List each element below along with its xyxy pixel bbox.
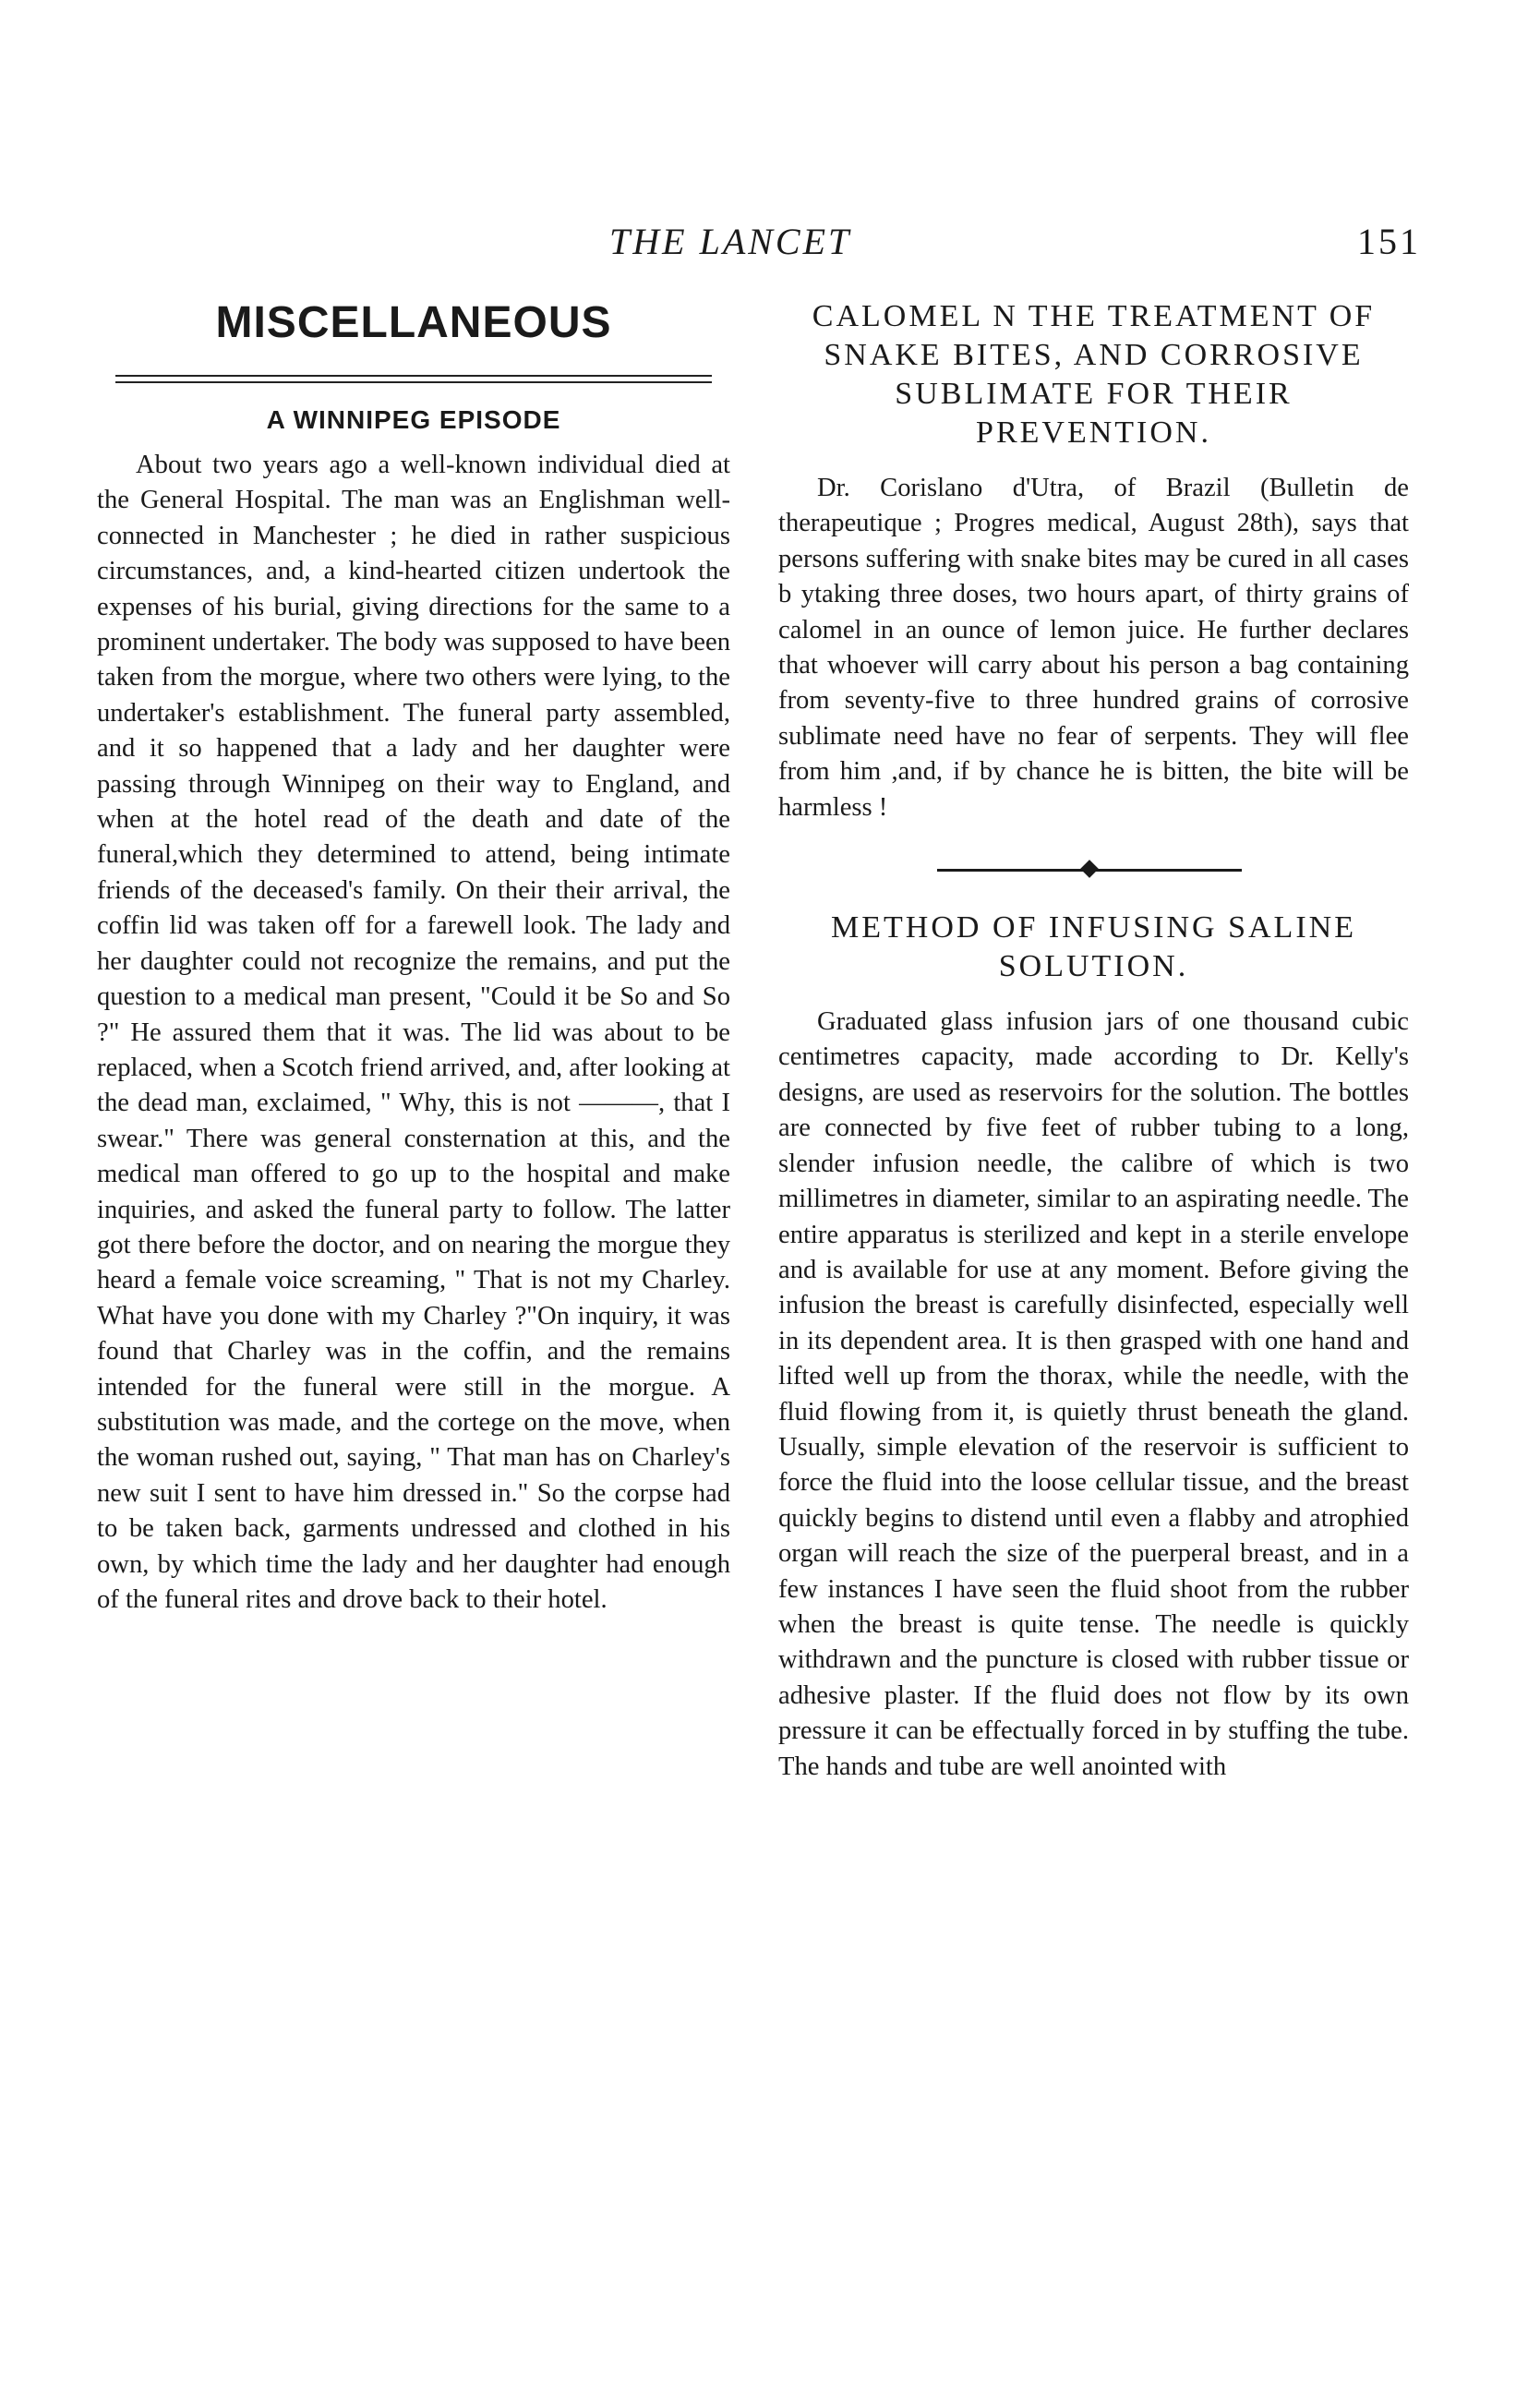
journal-title: THE LANCET	[609, 221, 852, 262]
left-column	[97, 297, 730, 1618]
double-rule-divider	[115, 375, 712, 383]
page-number: 151	[1357, 221, 1421, 262]
article-title-saline: METHOD OF INFUSING SALINE SOLUTION.	[831, 910, 1356, 984]
right-column	[778, 297, 1409, 1785]
ornamental-divider	[778, 851, 1409, 888]
running-header	[0, 220, 1540, 266]
divider-diamond-ornament	[1080, 860, 1099, 878]
article-body-winnipeg: About two years ago a well-known individual died at the General Hospital. The man was an Englishman well-connected in Manchester ; he died in rather suspicious circumstances, and, a kind-hearted citizen undertook the expenses of his burial, giving directions for the same to a prominent undertaker. The body was supposed to have been taken from the morgue, where two others were lying, to the undertaker's establishment. The funeral party assembled, and it so happened that a lady and her daughter were passing through Winnipeg on their way to England, and when at the hotel read of the death and date of the funeral,which they determined to attend, being intimate friends of the deceased's family. On their their arrival, the coffin lid was taken off for a farewell look. The lady and her daughter could not recognize the remains, and put the question to a medical man present, "Could it be So and So ?" He assured them that it was. The lid was about to be replaced, when a Scotch friend arrived, and, after looking at the dead man, exclaimed, " Why, this is not ———, that I swear." There was general consternation at this, and the medical man offered to go up to the hospital and make inquiries, and asked the funeral party to follow. The latter got there before the doctor, and on nearing the morgue they heard a female voice screaming, " That is not my Charley. What have you done with my Charley ?"On inquiry, it was found that Charley was in the coffin, and the remains intended for the funeral were still in the morgue. A substitution was made, and the cortege on the move, when the woman rushed out, saying, " That man has on Charley's new suit I sent to have him dressed in." So the corpse had to be taken back, garments undressed and clothed in his own, by which time the lady and her daughter had enough of the funeral rites and drove back to their hotel.	[97, 451, 730, 1614]
article-title-calomel: CALOMEL N THE TREATMENT OF SNAKE BITES, AND CORROSIVE SUBLIMATE FOR THEIR PREVENTION.	[812, 299, 1376, 450]
article-body-calomel: Dr. Corislano d'Utra, of Brazil (Bulletin de therapeutique ; Progres medical, August 28th), says that persons suffering with snake bites may be cured in all cases b ytaking three doses, two hours apart, of thirty grains of calomel in an ounce of lemon juice. He further declares that whoever will carry about his person a bag containing from seventy-five to three hundred grains of corrosive sublimate need have no fear of serpents. They will flee from him ,and, if by chance he is bitten, the bite will be harmless !	[778, 474, 1409, 822]
section-title: MISCELLANEOUS	[215, 298, 612, 347]
article-title-winnipeg: A WINNIPEG EPISODE	[266, 405, 561, 434]
article-body-saline: Graduated glass infusion jars of one thousand cubic centimetres capacity, made according to Dr. Kelly's designs, are used as reservoirs for the solution. The bottles are connected by five feet of rubber tubing to a long, slender infusion needle, the calibre of which is two millimetres in diameter, similar to an aspirating needle. The entire apparatus is sterilized and kept in a sterile envelope and is available for use at any moment. Before giving the infusion the breast is carefully disinfected, especially well in its dependent area. It is then grasped with one hand and lifted well up from the thorax, while the needle, with the fluid flowing from it, is quietly thrust beneath the gland. Usually, simple elevation of the reservoir is sufficient to force the fluid into the loose cellular tissue, and the breast quickly begins to distend until even a flabby and atrophied organ will reach the size of the puerperal breast, and in a few instances I have seen the fluid shoot from the rubber when the breast is quite tense. The needle is quickly withdrawn and the puncture is closed with rubber tissue or adhesive plaster. If the fluid does not flow by its own pressure it can be effectually forced in by stuffing the tube. The hands and tube are well anointed with	[778, 1007, 1409, 1781]
